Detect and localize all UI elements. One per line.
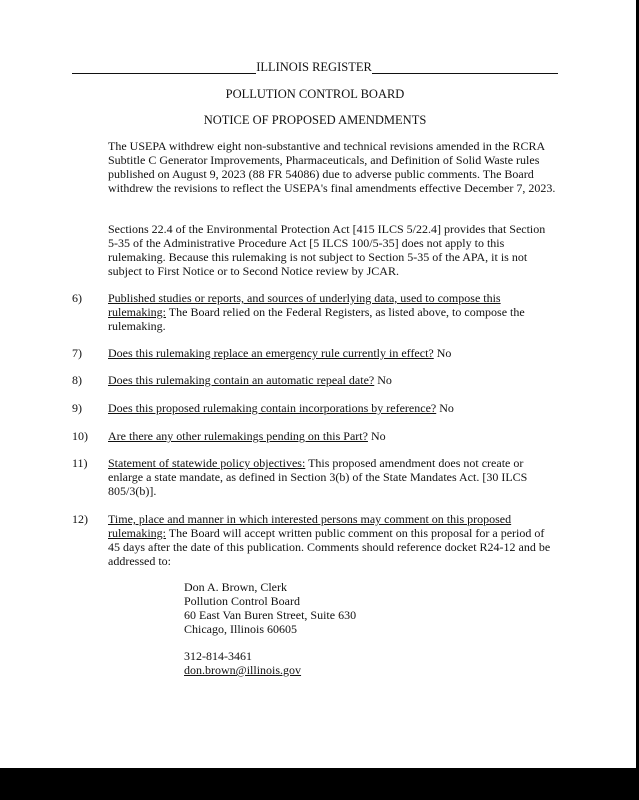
item-answer: The Board will accept written public comment on this proposal for a period of 45 days after the date of this publication. Comments should reference docket R24-12 and be addressed to: xyxy=(108,526,551,568)
item-answer: No xyxy=(436,346,452,360)
scan-bottom-bar xyxy=(0,768,639,800)
item-answer: No xyxy=(439,401,454,415)
item-question: Does this proposed rulemaking contain incorporations by reference? xyxy=(108,401,437,415)
item-number: 11) xyxy=(72,456,88,470)
item-question: Published studies or reports, and sources of underlying data, used to compose this rulemaking: xyxy=(108,291,501,319)
withdrawal-paragraph: The USEPA withdrew eight non-substantive and technical revisions amended in the RCRA Subtitle C Generator Improvements, Pharmaceuticals, and Definition of Solid Waste rules published on August 9, 2023 (88 FR 54086) due to adverse public comments. The Board withdrew the revisions to reflect the USEPA's final amendments effective December 7, 2023. xyxy=(108,139,556,195)
header-rule-left xyxy=(72,73,256,74)
item-question: Statement of statewide policy objectives: xyxy=(108,456,306,470)
item-number: 9) xyxy=(72,401,82,415)
item-number: 6) xyxy=(72,291,82,305)
notice-title: NOTICE OF PROPOSED AMENDMENTS xyxy=(203,113,427,127)
item-question: Does this rulemaking replace an emergency rule currently in effect? xyxy=(108,346,434,360)
board-title: POLLUTION CONTROL BOARD xyxy=(225,87,405,101)
contact-city: Chicago, Illinois 60605 xyxy=(184,622,297,636)
sections-paragraph: Sections 22.4 of the Environmental Protection Act [415 ILCS 5/22.4] provides that Section 5-35 of the Administrative Procedure Act [5 ILCS 100/5-35] does not apply to this rulemaking. Because this rulemaking is not subject to Section 5-35 of the APA, it is not subject to First Notice or to Second Notice review by JCAR. xyxy=(108,222,546,278)
item-question: Time, place and manner in which interested persons may comment on this proposed rulemaking: xyxy=(108,512,512,540)
item-answer: This proposed amendment does not create or enlarge a state mandate, as defined in Section 3(b) of the State Mandates Act. [30 ILCS 805/3(b)]. xyxy=(108,456,528,498)
contact-email-link[interactable]: don.brown@illinois.gov xyxy=(184,663,302,677)
item-question: Does this rulemaking contain an automatic repeal date? xyxy=(108,373,375,387)
item-answer: The Board relied on the Federal Registers, as listed above, to compose the rulemaking. xyxy=(108,305,525,333)
contact-street: 60 East Van Buren Street, Suite 630 xyxy=(184,608,357,622)
item-number: 7) xyxy=(72,346,82,360)
item-number: 12) xyxy=(72,512,88,526)
register-title: ILLINOIS REGISTER xyxy=(256,60,372,74)
contact-info xyxy=(184,649,301,677)
item-answer: No xyxy=(370,429,386,443)
mailing-address xyxy=(184,580,356,636)
contact-organization: Pollution Control Board xyxy=(184,594,301,608)
header-rule-right xyxy=(372,73,558,74)
item-question: Are there any other rulemakings pending on this Part? xyxy=(108,429,368,443)
item-number: 10) xyxy=(72,429,88,443)
contact-name: Don A. Brown, Clerk xyxy=(184,580,287,594)
contact-phone: 312-814-3461 xyxy=(184,649,252,663)
item-number: 8) xyxy=(72,373,82,387)
item-answer: No xyxy=(377,373,392,387)
